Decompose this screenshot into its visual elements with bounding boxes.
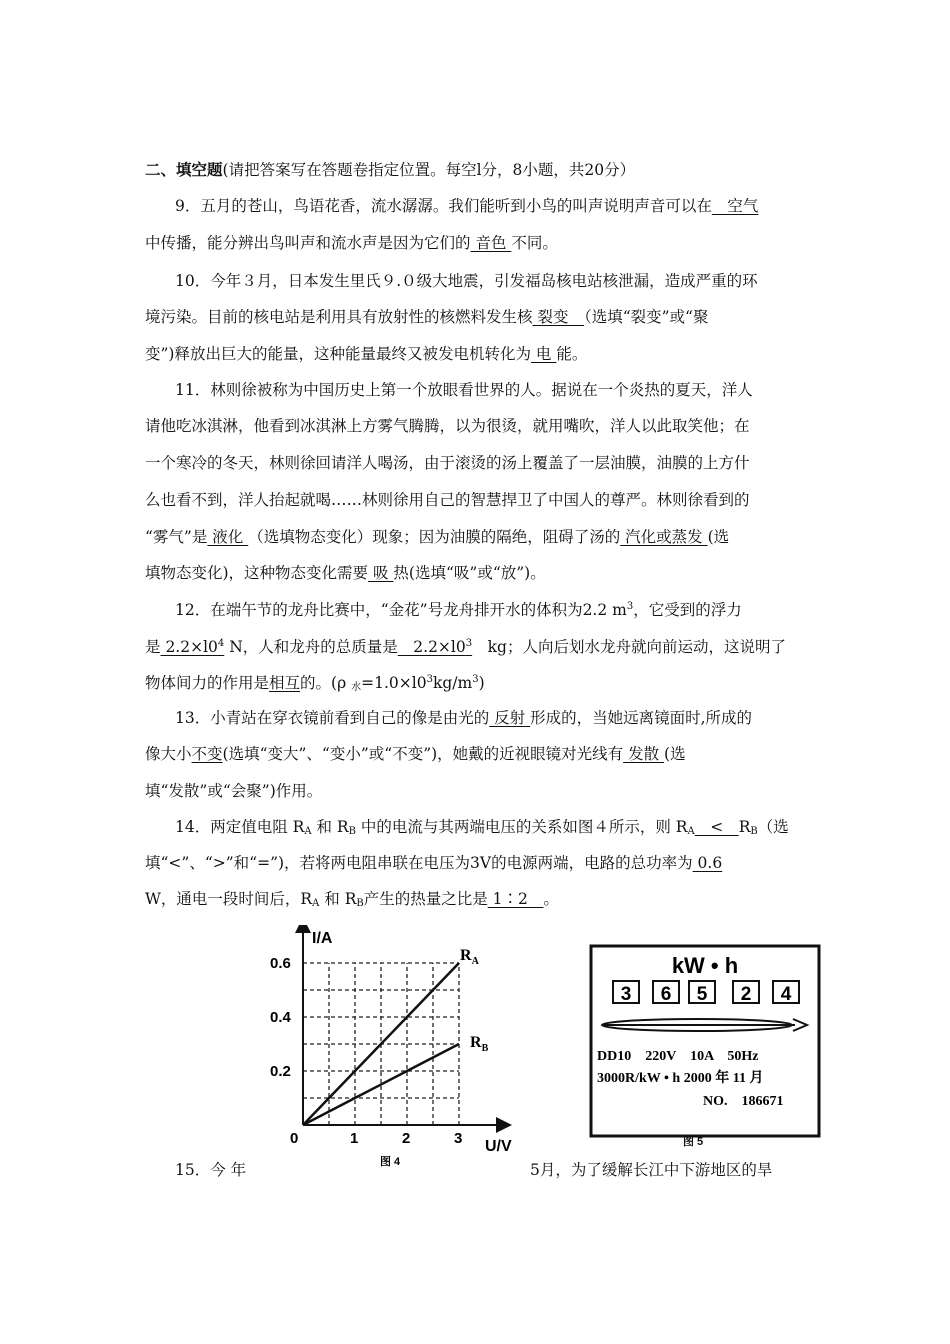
q10-text: 能。 [556,345,588,363]
x-axis-label: U/V [485,1138,512,1155]
q12-line2 [145,637,786,657]
q13-text: 形成的，当她远离镜面时,所成的 [530,709,753,727]
line-a-label: $R_A$ [460,947,479,967]
q9-answer1: 空气 [711,197,759,215]
q12-text: ，它受到的浮力 [633,601,742,619]
figure-5-caption: 图 5 [683,1136,704,1148]
q10-text: （选填“裂变”或“聚 [583,308,709,326]
q10-line1: 10．今年３月，日本发生里氏９.０级大地震，引发福岛核电站核泄漏，造成严重的环 [175,272,758,290]
q13-answer2: 不变 [191,745,223,763]
q14-sub: B [750,826,758,837]
q14-text: 和 R [311,818,349,836]
q11-answer2: 汽化或蒸发 [620,528,708,546]
q14-answer3: 1∶2 [487,890,544,908]
q14-sub: B [348,826,356,837]
q13-text: (选填“变大”、“变小”或“不变”)，她戴的近视眼镜对光线有 [222,745,624,763]
y-tick-label: 0.4 [270,1009,291,1026]
q14-text: R [738,818,751,836]
q12-answer2 [398,638,472,656]
q10-text: 境污染。目前的核电站是利用具有放射性的核燃料发生核 [145,308,533,326]
meter-diagram [585,940,825,1150]
q11-text: （选填物态变化）现象；因为油膜的隔绝，阻碍了汤的 [248,528,621,546]
series-line-rb [303,1044,459,1125]
q11-text: “雾气”是 [145,528,208,546]
q11-line5 [145,527,729,547]
q11-answer1: 液化 [207,528,249,546]
q9-line1 [175,196,758,216]
q13-line2 [145,744,686,764]
q12-answer1-exp: 4 [217,638,225,649]
q13-text: 像大小 [145,745,192,763]
q12-answer2-base: 2.2×l0 [397,638,466,656]
q12-text: 是 [145,638,161,656]
figure-4-chart [270,925,530,1170]
y-tick-label: 0.6 [270,955,291,972]
y-tick-label: 0.2 [270,1063,291,1080]
q11-text: 填物态变化)，这种物态变化需要 [145,564,369,582]
q11-line2: 请他吃冰淇淋，他看到冰淇淋上方雾气腾腾，以为很烫，就用嘴吹，洋人以此取笑他；在 [145,417,750,435]
section-header [145,160,635,180]
q14-text: 。 [543,890,559,908]
q12-text: kg/m [432,674,473,692]
origin-label: 0 [290,1130,299,1147]
q14-text: 14．两定值电阻 R [175,818,305,836]
q12-answer3: 相互 [269,674,301,692]
q14-line3 [145,889,559,909]
meter-digit: 3 [620,984,632,1005]
q9-answer2: 音色 [470,234,512,252]
figure-4-caption: 图 4 [380,1156,401,1168]
q12-answer2-exp: 3 [465,638,473,649]
q12-text: 的。(ρ [300,674,352,692]
q13-answer3: 发散 [623,745,665,763]
meter-number: NO. 186671 [703,1094,784,1109]
x-tick-label: 1 [350,1130,359,1147]
q14-answer1: < [694,818,739,836]
q14-sub: A [312,898,320,909]
q11-line1: 11．林则徐被称为中国历史上第一个放眼看世界的人。据说在一个炎热的夏天，洋人 [175,381,753,399]
y-axis-label: I/A [312,930,333,947]
q14-line1 [175,817,789,837]
q9-text: 中传播，能分辨出鸟叫声和流水声是因为它们的 [145,234,471,252]
q11-line4: 么也看不到，洋人抬起就喝……林则徐用自己的智慧捍卫了中国人的尊严。林则徐看到的 [145,491,750,509]
q10-text: 变”)释放出巨大的能量，这种能量最终又被发电机转化为 [145,345,531,363]
q12-line3 [145,673,485,693]
q12-text: N，人和龙舟的总质量是 [224,638,398,656]
q15-line1-left: 15．今 年 [175,1161,247,1179]
q14-text: 和 R [319,890,357,908]
q12-text: =1.0×l0 [361,674,427,692]
q12-text: 12．在端午节的龙舟比赛中，“金花”号龙舟排开水的体积为2.2 m [175,601,627,619]
q14-text: 中的电流与其两端电压的关系如图４所示，则 R [355,818,688,836]
q12-line1 [175,600,742,620]
meter-digit: 2 [740,984,752,1005]
q13-line3: 填“发散”或“会聚”)作用。 [145,782,323,800]
q12-sup: 3 [472,674,479,685]
q14-line2 [145,853,722,873]
q12-sup: 3 [626,601,634,612]
q14-text: 产生的热量之比是 [363,890,488,908]
q13-line1 [175,708,752,728]
q14-sub: A [687,826,695,837]
q13-answer1: 反射 [489,709,531,727]
q14-text: （选 [757,818,789,836]
section-title: 二、填空题 [145,160,223,179]
q11-text: 热(选填“吸”或“放”)。 [393,564,546,582]
q10-answer2: 电 [530,345,557,363]
q9-text: 9．五月的苍山，鸟语花香，流水潺潺。我们能听到小鸟的叫声说明声音可以在 [175,197,712,215]
figure-5 [585,940,825,1150]
q14-sub: A [304,826,312,837]
meter-digit: 6 [660,984,672,1005]
meter-digits [613,981,799,1005]
meter-spec1: DD10 220V 10A 50Hz [597,1049,759,1064]
x-tick-label: 3 [454,1130,463,1147]
q14-text: 填“<”、“>”和“=”)，若将两电阻串联在电压为3V的电源两端，电路的总功率为 [145,854,693,872]
q10-answer1: 裂变 [532,308,584,326]
q10-line3 [145,344,587,364]
meter-spec2: 3000R/kW • h 2000 年 11 月 [597,1071,764,1086]
figure-4 [270,925,530,1170]
q9-line2 [145,233,558,253]
section-note: (请把答案写在答题卷指定位置。每空l分，8小题，共20分） [222,161,636,179]
q13-text: (选 [664,745,686,763]
q11-line6 [145,563,546,583]
q12-answer1 [161,638,225,656]
q14-sub: B [356,898,364,909]
q12-answer1-base: 2.2×l0 [160,638,218,656]
q12-sup: 3 [426,674,433,685]
q15-line1-right: 5月，为了缓解长江中下游地区的旱 [530,1161,773,1179]
q9-text: 不同。 [511,234,558,252]
meter-digit: 5 [696,984,708,1005]
q13-text: 13．小青站在穿衣镜前看到自己的像是由光的 [175,709,490,727]
meter-digit: 4 [780,984,792,1005]
q11-answer3: 吸 [368,564,394,582]
q12-text: kg；人向后划水龙舟就向前运动，这说明了 [472,638,786,656]
q12-sub: 水 [351,682,362,693]
q12-text: 物体间力的作用是 [145,674,270,692]
meter-arrow-icon [793,1019,807,1031]
q10-line2 [145,307,708,327]
x-tick-label: 2 [402,1130,411,1147]
line-b-label: $R_B$ [470,1034,489,1054]
q11-line3: 一个寒冷的冬天，林则徐回请洋人喝汤，由于滚烫的汤上覆盖了一层油膜，油膜的上方什 [145,454,750,472]
q11-text: (选 [707,528,730,546]
q14-answer2: 0.6 [692,854,723,872]
meter-unit: kW • h [671,953,739,978]
q14-text: W，通电一段时间后，R [145,890,313,908]
q12-text: ) [478,674,485,692]
